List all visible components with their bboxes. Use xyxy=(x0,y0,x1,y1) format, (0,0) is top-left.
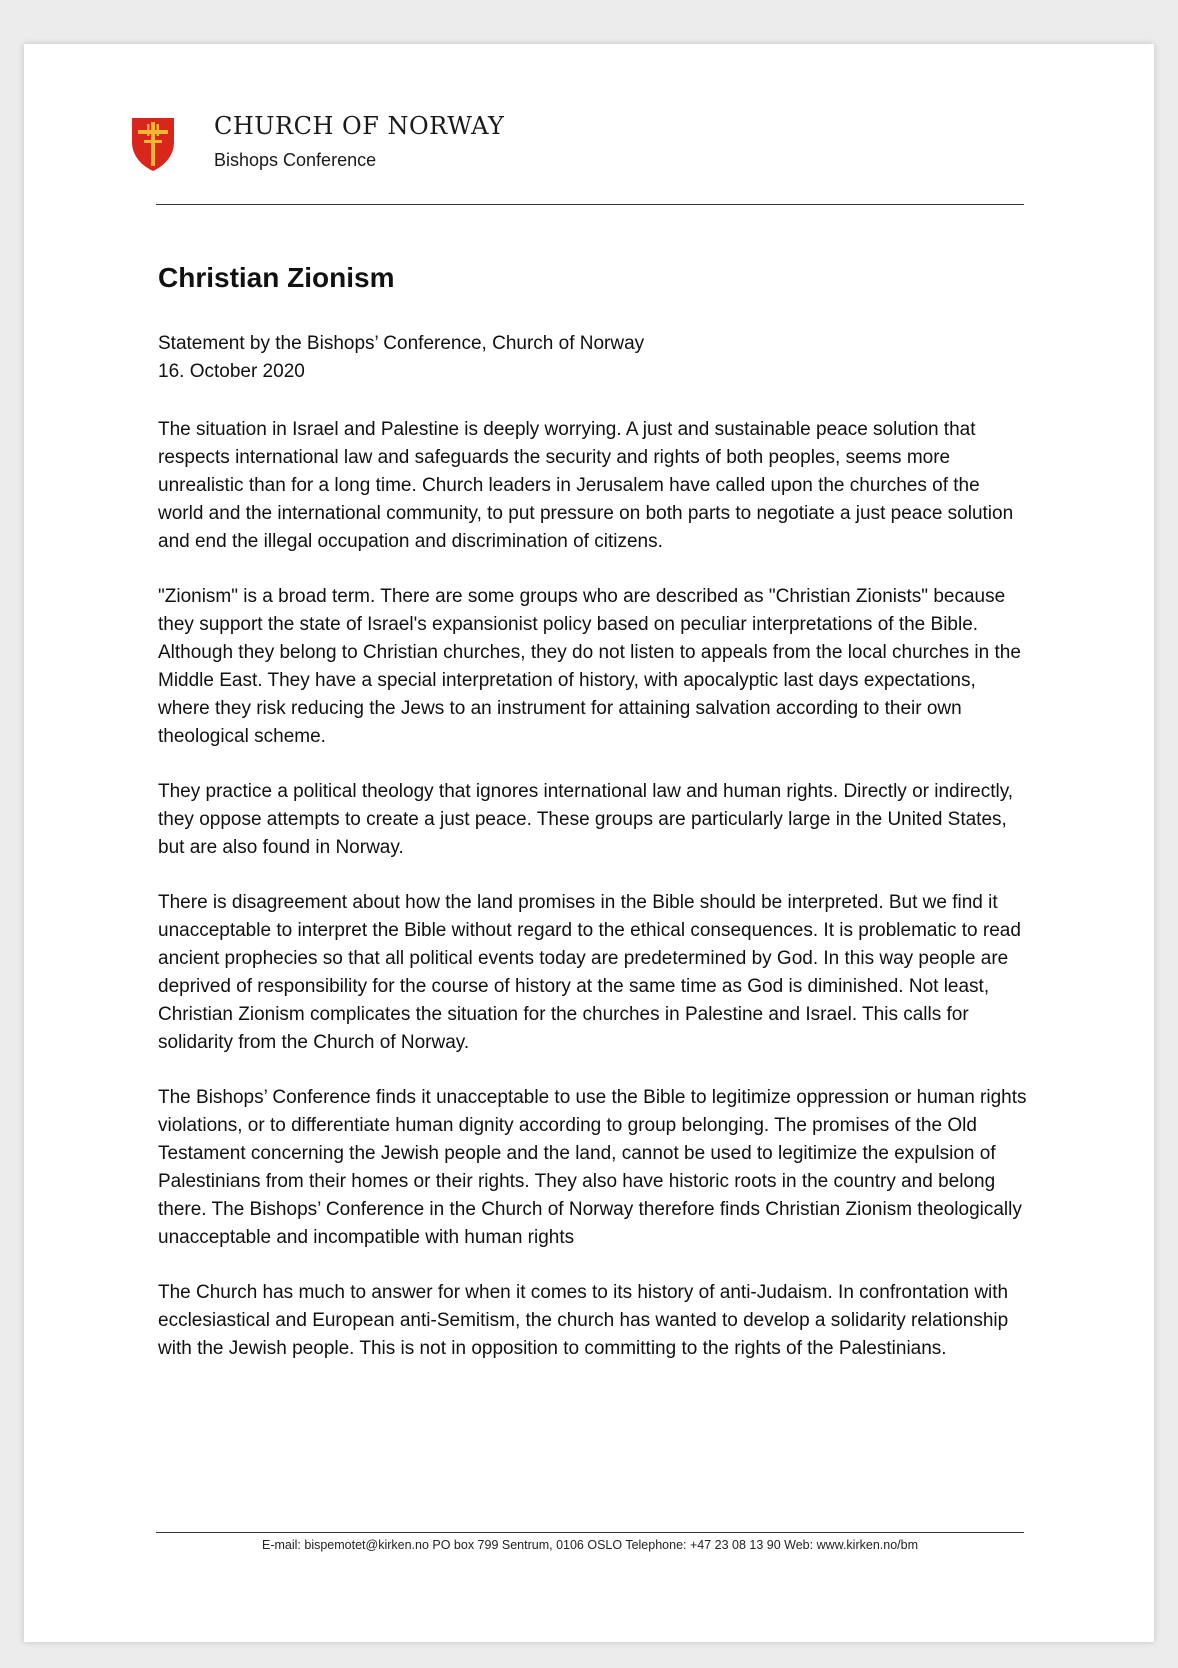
organization-name: CHURCH OF NORWAY xyxy=(214,112,505,140)
statement-by: Statement by the Bishops’ Conference, Church of Norway xyxy=(158,333,645,354)
body-paragraph: The Church has much to answer for when it comes to its history of anti-Judaism. In confrontation with ecclesiastical and European anti-Semitism, the church has wanted to develop a solidarity relationship with the Jewish people. This is not in opposition to committing to the rights of the Palestinians. xyxy=(158,1282,1009,1359)
body-paragraph: "Zionism" is a broad term. There are some groups who are described as "Christian Zionists" because they support the state of Israel's expansionist policy based on peculiar interpretations of the Bible. Although they belong to Christian churches, they do not listen to appeals from the local churches in the Middle East. They have a special interpretation of history, with apocalyptic last days expectations, where they risk reducing the Jews to an instrument for attaining salvation according to their own theological scheme. xyxy=(158,586,1021,747)
body-paragraph: The Bishops’ Conference finds it unacceptable to use the Bible to legitimize oppression or human rights violations, or to differentiate human dignity according to group belonging. The promises of the Old Testament concerning the Jewish people and the land, cannot be used to legitimize the expulsion of Palestinians from their homes or their rights. They also have historic roots in the country and belong there. The Bishops’ Conference in the Church of Norway therefore finds Christian Zionism theologically unacceptable and incompatible with human rights xyxy=(158,1087,1027,1248)
organization-subtitle: Bishops Conference xyxy=(214,150,377,170)
document-title: Christian Zionism xyxy=(158,262,395,293)
body-paragraph: The situation in Israel and Palestine is deeply worrying. A just and sustainable peace solution that respects international law and safeguards the security and rights of both peoples, seems more unrealistic than for a long time. Church leaders in Jerusalem have called upon the churches of the world and the international community, to put pressure on both parts to negotiate a just peace solution and end the illegal occupation and discrimination of citizens. xyxy=(158,419,1014,552)
body-paragraph: There is disagreement about how the land promises in the Bible should be interpreted. But we find it unacceptable to interpret the Bible without regard to the ethical consequences. It is problematic to read ancient prophecies so that all political events today are predetermined by God. In this way people are deprived of responsibility for the course of history at the same time as God is diminished. Not least, Christian Zionism complicates the situation for the churches in Palestine and Israel. This calls for solidarity from the Church of Norway. xyxy=(158,892,1021,1053)
footer-contact: E-mail: bispemotet@kirken.no PO box 799 Sentrum, 0106 OSLO Telephone: +47 23 08 13 90 Web: www.kirken.no/bm xyxy=(262,1538,918,1552)
header-divider xyxy=(156,204,1024,205)
body-paragraph: They practice a political theology that ignores international law and human rights. Directly or indirectly, they oppose attempts to create a just peace. These groups are particularly large in the United States, but are also found in Norway. xyxy=(158,781,1014,858)
document-page xyxy=(24,44,1154,1642)
church-of-norway-shield-icon xyxy=(130,116,176,172)
statement-meta xyxy=(158,330,644,386)
footer-divider xyxy=(156,1532,1024,1533)
document-body xyxy=(158,416,1028,1390)
statement-date: 16. October 2020 xyxy=(158,361,305,382)
